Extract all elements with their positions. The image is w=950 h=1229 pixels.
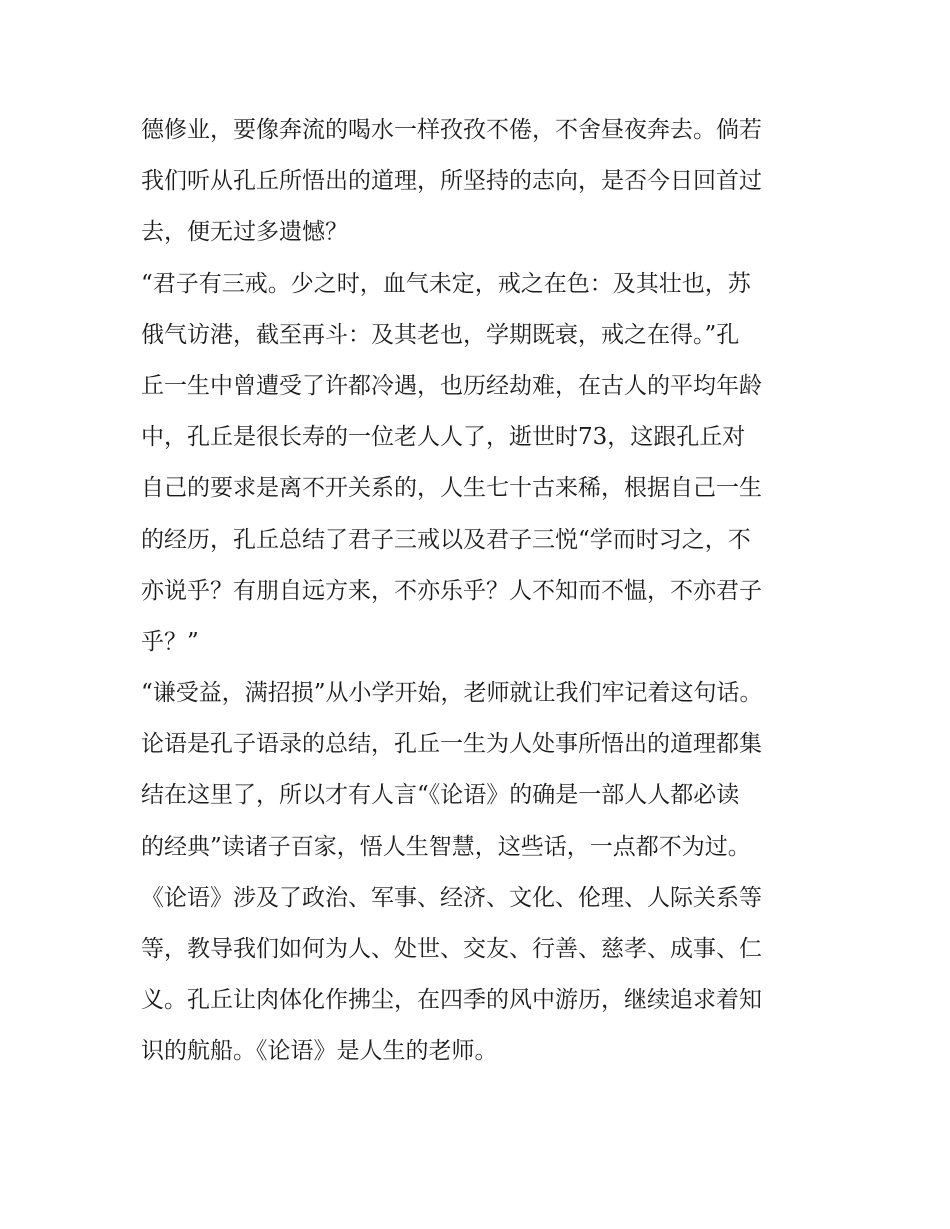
text-line: 俄气访港，截至再斗：及其老也，学期既衰，戒之在得。”孔 (141, 321, 740, 348)
text-line: 乎？” (141, 628, 199, 655)
text-line: 我们听从孔丘所悟出的道理，所坚持的志向，是否今日回首过 (141, 168, 762, 195)
text-line: 结在这里了，所以才有人言“《论语》的确是一部人人都必读 (141, 782, 740, 809)
text-line: 论语是孔子语录的总结，孔丘一生为人处事所悟出的道理都集 (141, 731, 762, 758)
text-line: “谦受益，满招损”从小学开始，老师就让我们牢记着这句话。 (141, 680, 763, 707)
text-line: 丘一生中曾遭受了许都冷遇，也历经劫难，在古人的平均年龄 (141, 372, 762, 399)
text-line: 义。孔丘让肉体化作拂尘，在四季的风中游历，继续追求着知 (141, 987, 762, 1014)
text-line: 中，孔丘是很长寿的一位老人人了，逝世时73，这跟孔丘对 (141, 424, 746, 451)
text-line: 自己的要求是离不开关系的，人生七十古来稀，根据自己一生 (141, 475, 762, 502)
text-line: “君子有三戒。少之时，血气未定，戒之在色：及其壮也，苏 (141, 270, 751, 297)
text-line: 识的航船。《论语》是人生的老师。 (141, 1038, 498, 1065)
text-line: 亦说乎？有朋自远方来，不亦乐乎？人不知而不愠，不亦君子 (141, 577, 762, 604)
body-text (141, 105, 821, 1078)
text-line: 去，便无过多遗憾？ (141, 219, 348, 246)
text-line: 的经典”读诸子百家，悟人生智慧，这些话，一点都不为过。 (141, 833, 751, 860)
text-line: 等，教导我们如何为人、处世、交友、行善、慈孝、成事、仁 (141, 936, 762, 962)
text-line: 的经历，孔丘总结了君子三戒以及君子三悦“学而时习之，不 (141, 526, 751, 553)
text-line: 德修业，要像奔流的喝水一样孜孜不倦，不舍昼夜奔去。倘若 (141, 117, 762, 143)
text-line: 《论语》涉及了政治、军事、经济、文化、伦理、人际关系等 (141, 884, 762, 911)
